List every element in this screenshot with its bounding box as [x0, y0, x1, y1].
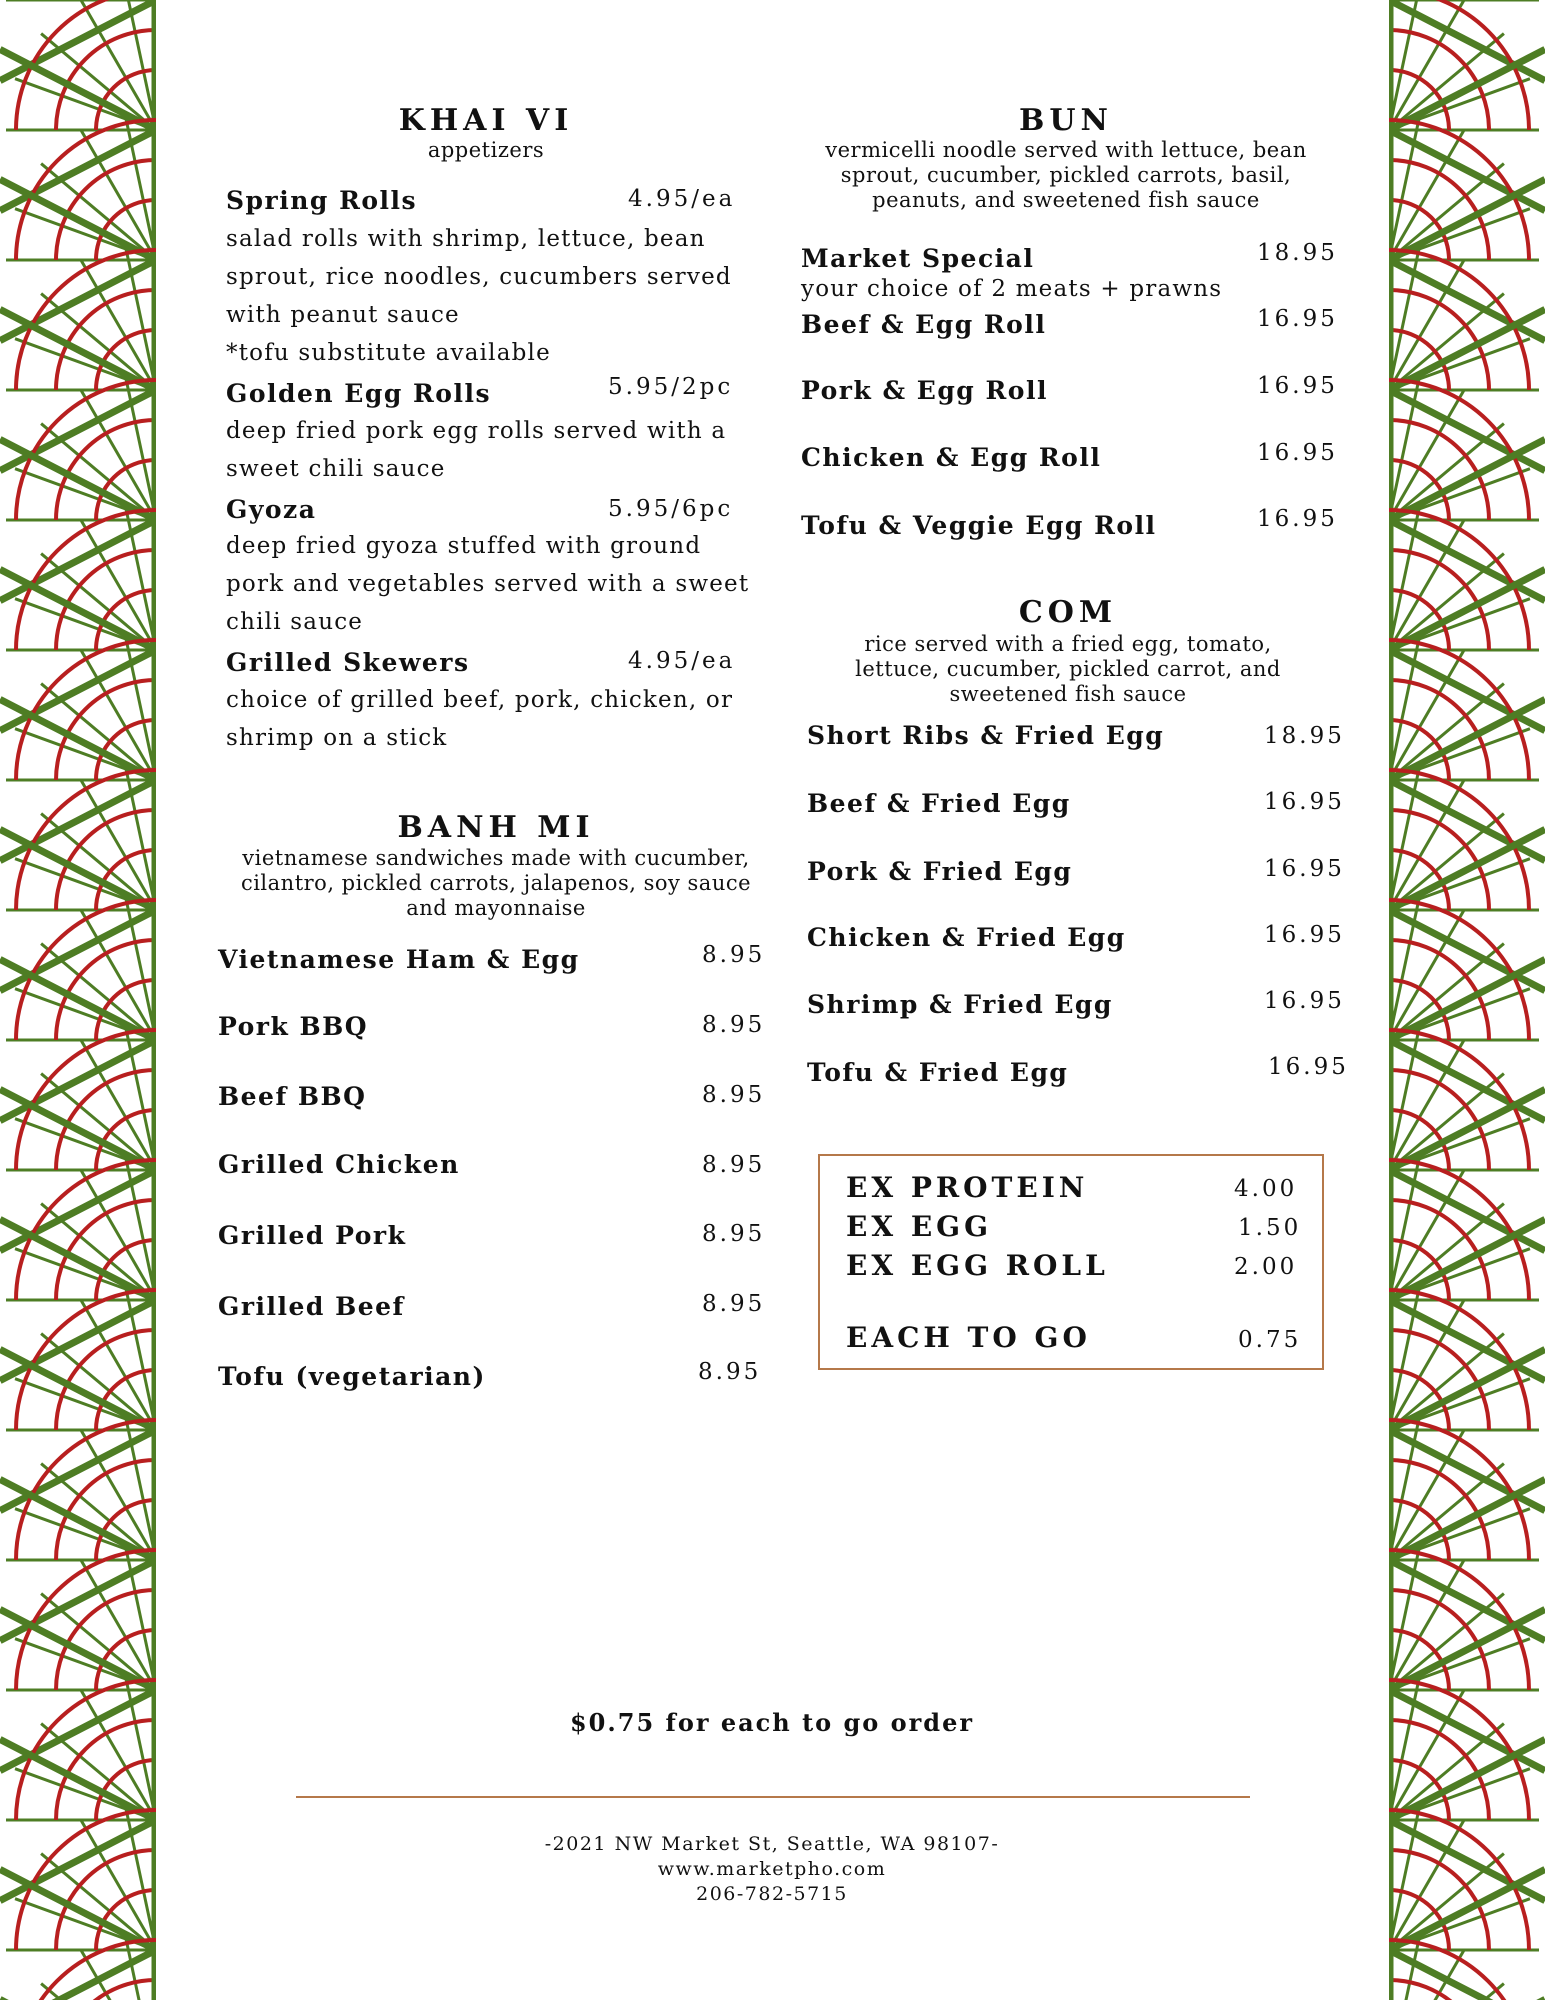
menu-item-name: Vietnamese Ham & Egg — [218, 945, 580, 974]
banh-mi-subtitle: vietnamese sandwiches made with cucumber, cilantro, pickled carrots, jalapenos, soy sauce and mayonnaise — [240, 846, 752, 920]
menu-item-price: 8.95 — [698, 1359, 762, 1385]
menu-item-price: 16.95 — [1264, 856, 1345, 882]
menu-item-name: Spring Rolls — [226, 186, 418, 215]
menu-item-name: Grilled Pork — [218, 1221, 407, 1250]
extra-item-price: 1.50 — [1238, 1215, 1302, 1241]
menu-item-price: 16.95 — [1264, 988, 1345, 1014]
left-fan-border — [0, 0, 156, 2000]
menu-item-price: 16.95 — [1268, 1054, 1349, 1080]
bun-title: BUN — [1019, 103, 1113, 138]
fan-motif — [0, 1023, 156, 1250]
menu-item-price: 4.95/ea — [628, 648, 736, 674]
fan-motif — [0, 373, 156, 600]
menu-item-price: 4.95/ea — [628, 186, 736, 212]
fan-motif — [1389, 1413, 1545, 1640]
fan-motif — [0, 633, 156, 860]
menu-item-name: Grilled Skewers — [226, 648, 470, 677]
menu-item-description: choice of grilled beef, pork, chicken, or shrimp on a stick — [226, 687, 734, 751]
com-title: COM — [1018, 595, 1118, 630]
menu-item-description: deep fried pork egg rolls served with a sweet chili sauce — [226, 418, 727, 482]
fan-motif — [1389, 1543, 1545, 1770]
fan-motif — [1389, 113, 1545, 340]
menu-item-name: Grilled Beef — [218, 1292, 405, 1321]
menu-item-name: Short Ribs & Fried Egg — [807, 721, 1165, 750]
fan-motif — [1389, 1023, 1545, 1250]
menu-item-price: 5.95/6pc — [608, 496, 734, 522]
menu-item-price: 8.95 — [702, 1152, 766, 1178]
bun-subtitle: vermicelli noodle served with lettuce, bean sprout, cucumber, pickled carrots, basil, peanuts, and sweetened fish sauce — [825, 138, 1307, 212]
menu-item-name: Chicken & Egg Roll — [801, 443, 1102, 472]
menu-item-price: 8.95 — [702, 1012, 766, 1038]
menu-item-price: 16.95 — [1264, 922, 1345, 948]
footer-phone[interactable]: 206-782-5715 — [696, 1883, 848, 1905]
fan-motif — [1389, 1673, 1545, 1900]
menu-item-price: 8.95 — [702, 1291, 766, 1317]
khai-vi-title: KHAI VI — [398, 103, 574, 138]
fan-motif — [1389, 373, 1545, 600]
menu-item-price: 16.95 — [1257, 306, 1338, 332]
extra-item-price: 2.00 — [1234, 1254, 1298, 1280]
extra-item-name: EACH TO GO — [846, 1321, 1091, 1354]
menu-item-price: 16.95 — [1257, 373, 1338, 399]
fan-motif — [1389, 893, 1545, 1120]
fan-motif — [1389, 1153, 1545, 1380]
menu-item-description: salad rolls with shrimp, lettuce, bean sprout, rice noodles, cucumbers served with peanut sauce *tofu substitute available — [226, 226, 732, 366]
extra-item-name: EX EGG ROLL — [846, 1249, 1109, 1282]
menu-item-name: Pork BBQ — [218, 1012, 369, 1041]
menu-item-name: Golden Egg Rolls — [226, 379, 492, 408]
menu-item-price: 8.95 — [702, 1221, 766, 1247]
menu-item-name: Gyoza — [226, 495, 317, 524]
extra-item-name: EX PROTEIN — [846, 1171, 1089, 1204]
menu-item-price: 8.95 — [702, 1082, 766, 1108]
extra-item-price: 4.00 — [1234, 1176, 1298, 1202]
menu-item-name: Tofu (vegetarian) — [218, 1362, 486, 1391]
menu-item-price: 8.95 — [702, 942, 766, 968]
menu-item-name: Grilled Chicken — [218, 1150, 460, 1179]
com-subtitle: rice served with a fried egg, tomato, lettuce, cucumber, pickled carrot, and sweetened fish sauce — [855, 632, 1281, 706]
fan-motif — [1389, 633, 1545, 860]
fan-motif — [0, 763, 156, 990]
menu-item-name: Market Special — [801, 244, 1035, 273]
footer-website[interactable]: www.marketpho.com — [657, 1858, 887, 1880]
fan-motif — [0, 893, 156, 1120]
fan-motif — [1389, 0, 1545, 211]
menu-item-price: 16.95 — [1257, 506, 1338, 532]
menu-item-name: Beef BBQ — [218, 1082, 367, 1111]
footer-address: -2021 NW Market St, Seattle, WA 98107- — [544, 1833, 1000, 1855]
menu-item-name: Pork & Egg Roll — [801, 376, 1048, 405]
fan-motif — [1389, 1283, 1545, 1510]
right-fan-border — [1389, 0, 1545, 2000]
menu-item-name: Tofu & Veggie Egg Roll — [801, 511, 1157, 540]
fan-motif — [0, 243, 156, 470]
fan-motif — [0, 1283, 156, 1510]
menu-item-name: Beef & Fried Egg — [807, 789, 1071, 818]
fan-motif — [1389, 763, 1545, 990]
menu-item-name: Shrimp & Fried Egg — [807, 990, 1113, 1019]
menu-item-name: Pork & Fried Egg — [807, 857, 1073, 886]
menu-item-price: 16.95 — [1264, 789, 1345, 815]
footer-divider — [296, 1796, 1250, 1798]
fan-motif — [0, 503, 156, 730]
fan-motif — [0, 1413, 156, 1640]
fan-motif — [0, 1153, 156, 1380]
banh-mi-title: BANH MI — [397, 810, 595, 845]
menu-item-name: Beef & Egg Roll — [801, 310, 1047, 339]
menu-item-price: 18.95 — [1257, 240, 1338, 266]
footer — [472, 1832, 1072, 1907]
fan-motif — [0, 0, 156, 211]
menu-item-description: your choice of 2 meats + prawns — [801, 276, 1223, 302]
menu-item-price: 18.95 — [1264, 723, 1345, 749]
extra-item-price: 0.75 — [1238, 1327, 1302, 1353]
fan-motif — [1389, 503, 1545, 730]
fan-motif — [0, 1543, 156, 1770]
fan-motif — [0, 113, 156, 340]
menu-item-name: Tofu & Fried Egg — [807, 1058, 1069, 1087]
khai-vi-subtitle: appetizers — [427, 138, 545, 162]
menu-item-price: 16.95 — [1257, 440, 1338, 466]
menu-item-price: 5.95/2pc — [608, 374, 734, 400]
to-go-note: $0.75 for each to go order — [569, 1708, 975, 1737]
extra-item-name: EX EGG — [846, 1210, 992, 1243]
menu-item-description: deep fried gyoza stuffed with ground pork and vegetables served with a sweet chili sauce — [226, 533, 750, 635]
fan-motif — [1389, 243, 1545, 470]
fan-motif — [0, 1673, 156, 1900]
menu-item-name: Chicken & Fried Egg — [807, 923, 1126, 952]
